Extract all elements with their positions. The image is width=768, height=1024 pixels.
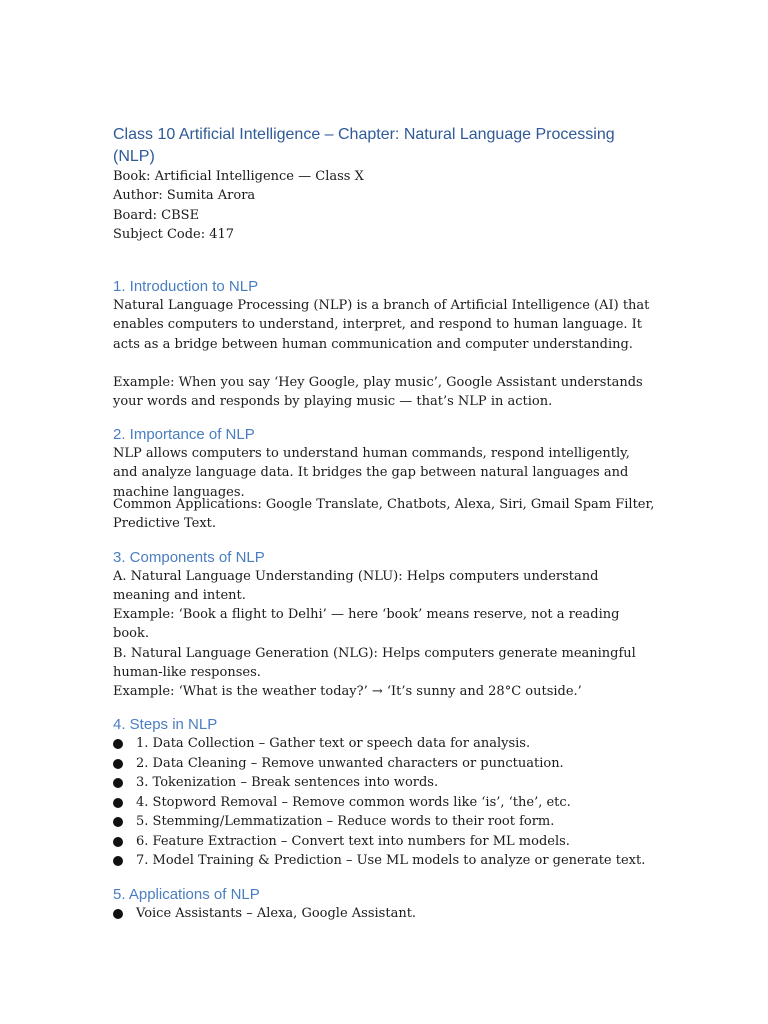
list-item (113, 851, 658, 871)
meta-book: Book: Artificial Intelligence — Class X (113, 169, 364, 184)
list-item (113, 773, 658, 793)
step-text: 1. Data Collection – Gather text or speech data for analysis. (136, 736, 531, 751)
section-heading-introduction: 1. Introduction to NLP (113, 278, 259, 295)
components-nlg-example: Example: ‘What is the weather today?’ → ‘It’s sunny and 28°C outside.’ (113, 684, 582, 699)
section-heading-steps: 4. Steps in NLP (113, 716, 218, 733)
step-text: 2. Data Cleaning – Remove unwanted characters or punctuation. (136, 755, 564, 771)
step-text: 7. Model Training & Prediction – Use ML models to analyze or generate text. (136, 853, 646, 868)
step-text: 5. Stemming/Lemmatization – Reduce words to their root form. (136, 814, 555, 829)
step-text: 4. Stopword Removal – Remove common words like ‘is’, ‘the’, etc. (136, 794, 571, 810)
importance-applications: Common Applications: Google Translate, Chatbots, Alexa, Siri, Gmail Spam Filter, Predictive Text. (113, 497, 655, 532)
components-nlu-example: Example: ‘Book a flight to Delhi’ — here ‘book’ means reserve, not a reading book. (113, 607, 620, 642)
list-item (113, 793, 658, 813)
meta-board: Board: CBSE (113, 207, 200, 223)
section-heading-components: 3. Components of NLP (113, 549, 265, 566)
steps-list (113, 734, 658, 871)
bullet-icon (113, 909, 123, 919)
importance-paragraph: NLP allows computers to understand human commands, respond intelligently, and analyze language data. It bridges the gap between natural languages and machine languages. (113, 446, 630, 500)
bullet-icon (113, 817, 123, 827)
components-nlg: B. Natural Language Generation (NLG): Helps computers generate meaningful human-like responses. (113, 646, 636, 681)
section-heading-importance: 2. Importance of NLP (113, 426, 255, 443)
bullet-icon (113, 778, 123, 788)
bullet-icon (113, 798, 123, 808)
bullet-icon (113, 837, 123, 847)
document-title: Class 10 Artificial Intelligence – Chapter: Natural Language Processing (NLP) (113, 126, 615, 165)
step-text: 3. Tokenization – Break sentences into words. (136, 775, 439, 790)
list-item (113, 832, 658, 852)
components-nlu: A. Natural Language Understanding (NLU): Helps computers understand meaning and intent. (113, 569, 599, 604)
application-text: Voice Assistants – Alexa, Google Assistant. (136, 906, 417, 921)
list-item (113, 734, 658, 754)
list-item (113, 754, 658, 774)
introduction-example: Example: When you say ‘Hey Google, play music’, Google Assistant understands your words and responds by playing music — that’s NLP in action. (113, 375, 643, 410)
bullet-icon (113, 856, 123, 866)
list-item (113, 812, 658, 832)
bullet-icon (113, 739, 123, 749)
section-heading-applications: 5. Applications of NLP (113, 886, 260, 903)
meta-subject-code: Subject Code: 417 (113, 226, 235, 242)
step-text: 6. Feature Extraction – Convert text into numbers for ML models. (136, 833, 570, 849)
meta-author: Author: Sumita Arora (113, 188, 256, 204)
applications-list (113, 904, 658, 924)
document-meta (113, 167, 658, 244)
introduction-paragraph: Natural Language Processing (NLP) is a branch of Artificial Intelligence (AI) that enables computers to understand, interpret, and respond to human language. It acts as a bridge between human communication and computer understanding. (113, 298, 650, 352)
list-item (113, 904, 658, 924)
bullet-icon (113, 759, 123, 769)
